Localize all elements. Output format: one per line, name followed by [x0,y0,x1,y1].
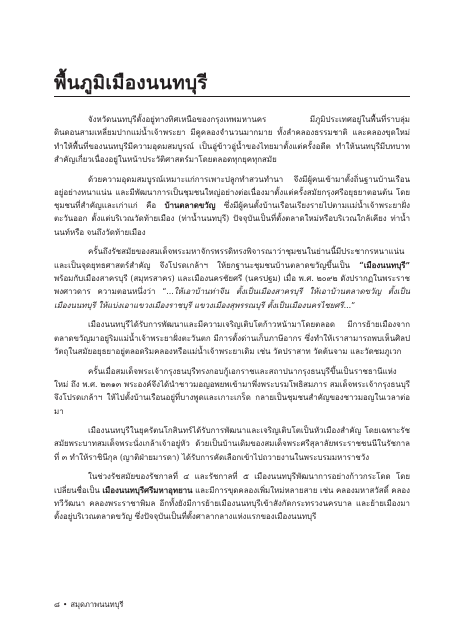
page-number: ๘ [54,600,60,609]
bold-text: บ้านตลาดขวัญ [164,201,216,211]
paragraph-text: เมืองนนทบุรีในยุครัตนโกสินทร์ได้รับการพัฒนาและเจริญเติบโตเป็นหัวเมืองสำคัญ โดยเฉพาะรัชสมัยพระบาทสมเด็จพระนั่งเกล้าเจ้าอยู่หัว ด้วยเป็นบ้านเดิมของสมเด็จพระศรีสุลาลัยพระราชชนนีในรัชกาลที่ ๓ ทำให้ราชินีกุล (ญาติฝ่ายมารดา) ได้รับการคัดเลือกเข้าไปถวายงานในพระบรมมหาราชวัง [54,426,410,462]
paragraph-text: ครั้นถึงรัชสมัยของสมเด็จพระมหาจักรพรรดิทรงพิจารณาว่าชุมชนในย่านนี้มีประชากรหนาแน่นและเป็นจุดยุทธศาสตร์สำคัญ จึงโปรดเกล้าฯ ให้ยกฐานะชุมชนบ้านตลาดขวัญขึ้นเป็น [54,247,405,270]
paragraph-text: ครั้นเมื่อสมเด็จพระเจ้ากรุงธนบุรีทรงกอบกู้เอกราชและสถาปนากรุงธนบุรีขึ้นเป็นราชธานีแห่งใหม่ ถึง พ.ศ. ๒๓๑๓ พระองค์จึงได้นำชาวมอญอพยพเข้ามาพึ่งพระบรมโพธิสมภาร สมเด็จพระเจ้ากรุงธนบุรีจึงโปรดเกล้าฯ ให้ไปตั้งบ้านเรือนอยู่ที่บางพูดและเกาะเกร็ด กลายเป็นชุมชนสำคัญของชาวมอญในเวลาต่อมา [54,366,410,416]
paragraph-text: ในช่วงรัชสมัยของรัชกาลที่ ๔ และรัชกาลที่ ๕ เมืองนนทบุรีพัฒนาการอย่างก้าวกระโดด โดยเปลี่ยนชื่อเป็น [54,472,410,495]
body-text [54,113,410,530]
title-underline [54,96,410,97]
paragraph-text: ซึ่งมีผู้คนตั้งบ้านเรือนเรียงรายไปตามแม่น้ำเจ้าพระยาฝั่งตะวันออก ตั้งแต่บริเวณวัดท้ายเมือง (ท่าน้ำนนทบุรี) ปัจจุบันเป็นที่ตั้งตลาดใหม่หรือบริเวณใกล้เคียง ท่าน้ำนนท์หรือ จนถึงวัดท้ายเมือง [54,201,410,237]
paragraph [54,113,410,166]
paragraph-text: จังหวัดนนทบุรีตั้งอยู่ทางทิศเหนือของกรุงเทพมหานคร มีภูมิประเทศอยู่ในพื้นที่ราบลุ่มดินดอนสามเหลี่ยมปากแม่น้ำเจ้าพระยา มีคูคลองจำนวนมากมาย ทั้งลำคลองธรรมชาติ และคลองขุดใหม่ ทำให้พื้นที่ของนนทบุรีมีความอุดมสมบูรณ์ เป็นอู่ข้าวอู่น้ำของไทยมาตั้งแต่ครั้งอดีต ทำให้นนทบุรีมีบทบาทสำคัญเกี่ยวเนื่องอยู่ในหน้าประวัติศาสตร์มาโดยตลอดทุกยุคทุกสมัย [54,115,410,164]
paragraph [54,173,410,239]
paragraph-text: เมืองนนทบุรีได้รับการพัฒนาและมีความเจริญเติบโตก้าวหน้ามาโดยตลอด มีการย้ายเมืองจากตลาดขวัญมาอยู่ริมแม่น้ำเจ้าพระยาฝั่งตะวันตก มีการตั้งด่านเก็บภาษีอากร ซึ่งทำให้เราสามารถพบเห็นศิลปวัตถุในสมัยอยุธยาอยู่ตลอดริมคลองหรือแม่น้ำเจ้าพระยาเดิม เช่น วัดปราสาท วัดต้นจาม และวัดชมภูเวก [54,320,410,356]
page-title: พื้นภูมิเมืองนนทบุรี [54,72,208,94]
paragraph [54,424,410,464]
paragraph [54,245,410,311]
paragraph-text: พร้อมกับเมืองสาครบุรี (สมุทรสาคร) และเมืองนครชัยศรี (นครปฐม) เมื่อ พ.ศ. ๒๐๙๒ ดังปรากฏในพระราชพงศาวดาร ความตอนหนึ่งว่า “ [54,274,410,297]
paragraph [54,470,410,523]
footer-separator: • [62,600,68,609]
bold-text: เมืองนนทบุรีศรีมหาอุทยาน [102,485,193,495]
quoted-text: ...ให้เอาบ้านท่าจีน ตั้งเป็นเมืองสาครบุรี ให้เอาบ้านตลาดขวัญ ตั้งเป็นเมืองนนทบุรี ให้แบ่งเอาแขวงเมืองราชบุรี แขวงเมืองสุพรรณบุรี ตั้งเป็นเมืองนครไชยศรี... [54,287,410,310]
bold-text: “เมืองนนทบุรี” [359,260,410,270]
book-title: สมุดภาพนนทบุรี [70,600,124,609]
paragraph-text: ” [351,300,356,310]
paragraph [54,365,410,418]
paragraph-text: และมีการขุดคลองเพิ่มใหม่หลายสาย เช่น คลองมหาสวัสดิ์ คลองทวีวัฒนา คลองพระราชาพิมล อีกทั้งยังมีการย้ายเมืองนนทบุรีเข้าสังกัดกระทรวงนครบาล และย้ายเมืองมาตั้งอยู่บริเวณตลาดขวัญ ซึ่งปัจจุบันเป็นที่ตั้งศาลากลางแห่งแรกของเมืองนนทบุรี [54,485,411,522]
paragraph-text: ด้วยความอุดมสมบูรณ์เหมาะแก่การเพาะปลูกทำสวนทำนา จึงมีผู้คนเข้ามาตั้งถิ่นฐานบ้านเรือนอยู่อย่างหนาแน่น และมีพัฒนาการเป็นชุมชนใหญ่อย่างต่อเนื่องมาตั้งแต่ครั้งสมัยกรุงศรีอยุธยาตอนต้น โดยชุมชนที่สำคัญและเก่าแก่ คือ [54,174,410,211]
paragraph [54,318,410,358]
page-footer [54,599,123,611]
